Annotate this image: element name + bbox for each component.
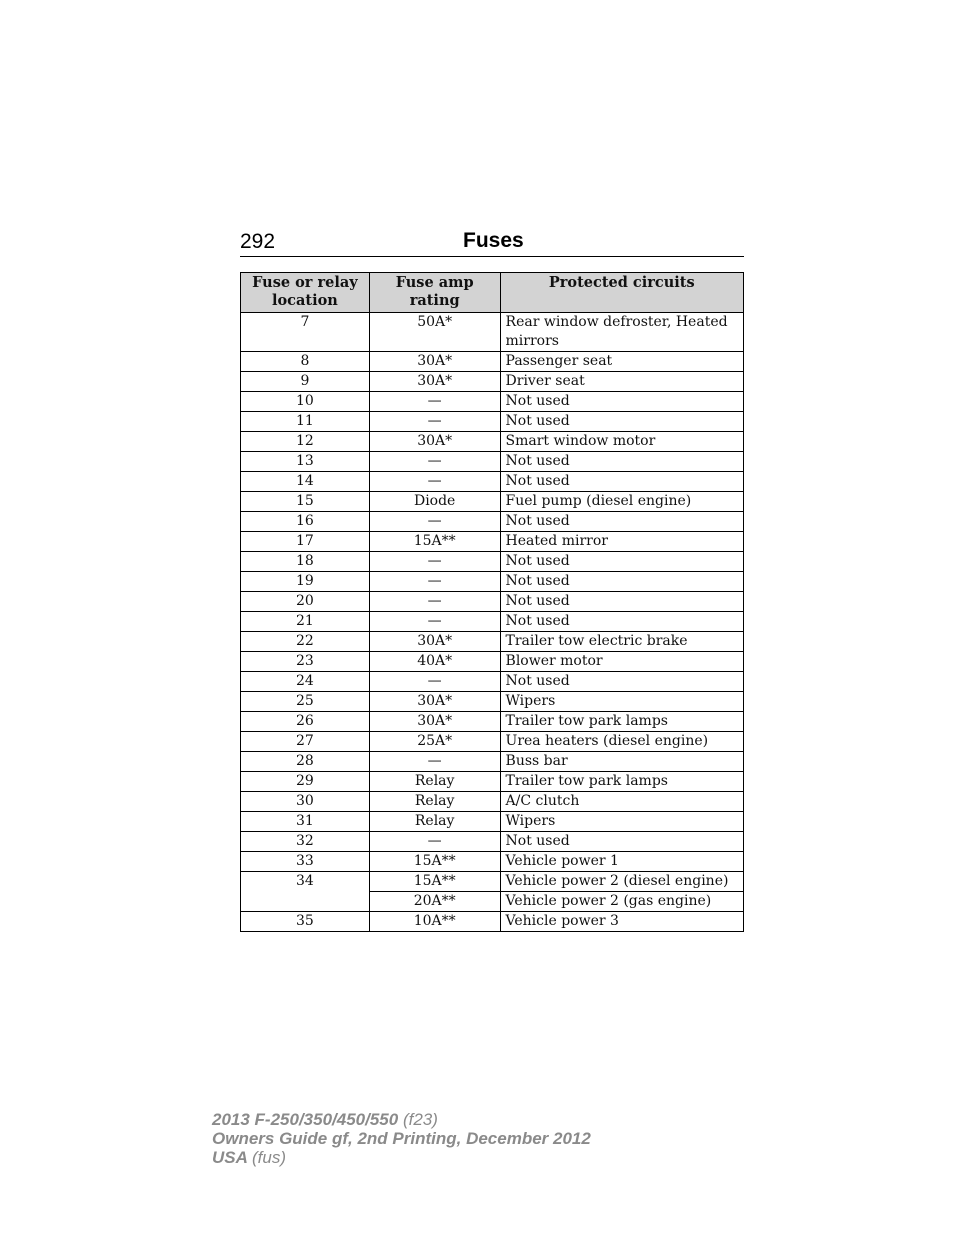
table-row xyxy=(241,492,744,512)
circuit-cell: Passenger seat xyxy=(500,352,743,372)
location-cell: 34 xyxy=(241,872,370,912)
rating-cell: — xyxy=(369,752,500,772)
table-row xyxy=(241,572,744,592)
circuit-cell: Not used xyxy=(500,392,743,412)
footer-model: 2013 F-250/350/450/550 xyxy=(212,1110,399,1129)
circuit-cell: Trailer tow park lamps xyxy=(500,772,743,792)
table-row xyxy=(241,432,744,452)
circuit-cell: Not used xyxy=(500,612,743,632)
rating-cell: — xyxy=(369,572,500,592)
table-row xyxy=(241,732,744,752)
location-cell: 8 xyxy=(241,352,370,372)
rating-cell: Diode xyxy=(369,492,500,512)
table-row xyxy=(241,632,744,652)
table-row xyxy=(241,872,744,892)
circuit-cell: Fuel pump (diesel engine) xyxy=(500,492,743,512)
location-cell: 30 xyxy=(241,792,370,812)
circuit-cell: Not used xyxy=(500,472,743,492)
rating-cell: — xyxy=(369,472,500,492)
location-cell: 21 xyxy=(241,612,370,632)
table-row xyxy=(241,792,744,812)
circuit-cell: Trailer tow park lamps xyxy=(500,712,743,732)
circuit-cell: Driver seat xyxy=(500,372,743,392)
table-row xyxy=(241,412,744,432)
page-footer xyxy=(212,1110,591,1167)
rating-cell: 25A* xyxy=(369,732,500,752)
rating-cell: 40A* xyxy=(369,652,500,672)
location-cell: 25 xyxy=(241,692,370,712)
location-cell: 26 xyxy=(241,712,370,732)
location-cell: 16 xyxy=(241,512,370,532)
table-row xyxy=(241,512,744,532)
column-header-circuits: Protected circuits xyxy=(500,273,743,313)
rating-cell: 30A* xyxy=(369,632,500,652)
footer-region-code: (fus) xyxy=(252,1148,286,1167)
column-header-rating: Fuse amp rating xyxy=(369,273,500,313)
footer-line-2: Owners Guide gf, 2nd Printing, December 2012 xyxy=(212,1129,591,1148)
rating-cell: 50A* xyxy=(369,313,500,352)
location-cell: 23 xyxy=(241,652,370,672)
table-row xyxy=(241,532,744,552)
circuit-cell: Rear window defroster, Heated mirrors xyxy=(500,313,743,352)
footer-line-3 xyxy=(212,1148,591,1167)
table-row xyxy=(241,612,744,632)
location-cell: 22 xyxy=(241,632,370,652)
rating-cell: 15A** xyxy=(369,852,500,872)
table-row xyxy=(241,652,744,672)
location-cell: 35 xyxy=(241,912,370,932)
rating-cell: — xyxy=(369,832,500,852)
rating-cell: — xyxy=(369,552,500,572)
table-row xyxy=(241,852,744,872)
location-cell: 12 xyxy=(241,432,370,452)
footer-model-code: (f23) xyxy=(402,1110,438,1129)
rating-cell: 15A** xyxy=(369,532,500,552)
rating-cell: — xyxy=(369,592,500,612)
table-row xyxy=(241,372,744,392)
location-cell: 20 xyxy=(241,592,370,612)
table-row xyxy=(241,552,744,572)
rating-cell: Relay xyxy=(369,772,500,792)
rating-cell: 30A* xyxy=(369,712,500,732)
circuit-cell: Not used xyxy=(500,412,743,432)
location-cell: 10 xyxy=(241,392,370,412)
table-row xyxy=(241,912,744,932)
circuit-cell: Not used xyxy=(500,572,743,592)
page-title: Fuses xyxy=(463,229,524,252)
location-cell: 32 xyxy=(241,832,370,852)
table-row xyxy=(241,472,744,492)
circuit-cell: A/C clutch xyxy=(500,792,743,812)
page-header xyxy=(240,226,744,257)
location-cell: 7 xyxy=(241,313,370,352)
rating-cell: — xyxy=(369,512,500,532)
circuit-cell: Not used xyxy=(500,452,743,472)
location-cell: 33 xyxy=(241,852,370,872)
location-cell: 13 xyxy=(241,452,370,472)
table-row xyxy=(241,313,744,352)
circuit-cell: Vehicle power 2 (diesel engine) xyxy=(500,872,743,892)
location-cell: 18 xyxy=(241,552,370,572)
circuit-cell: Not used xyxy=(500,552,743,572)
column-header-location: Fuse or relay location xyxy=(241,273,370,313)
circuit-cell: Wipers xyxy=(500,812,743,832)
rating-cell: 30A* xyxy=(369,372,500,392)
circuit-cell: Not used xyxy=(500,832,743,852)
rating-cell: — xyxy=(369,412,500,432)
table-row xyxy=(241,672,744,692)
location-cell: 29 xyxy=(241,772,370,792)
footer-line-1 xyxy=(212,1110,591,1129)
rating-cell: 10A** xyxy=(369,912,500,932)
circuit-cell: Not used xyxy=(500,672,743,692)
circuit-cell: Not used xyxy=(500,512,743,532)
table-row xyxy=(241,592,744,612)
circuit-cell: Not used xyxy=(500,592,743,612)
rating-cell: Relay xyxy=(369,812,500,832)
table-row xyxy=(241,772,744,792)
circuit-cell: Smart window motor xyxy=(500,432,743,452)
rating-cell: — xyxy=(369,612,500,632)
rating-cell: 20A** xyxy=(369,892,500,912)
rating-cell: 30A* xyxy=(369,352,500,372)
circuit-cell: Trailer tow electric brake xyxy=(500,632,743,652)
table-row xyxy=(241,692,744,712)
location-cell: 9 xyxy=(241,372,370,392)
rating-cell: 15A** xyxy=(369,872,500,892)
rating-cell: Relay xyxy=(369,792,500,812)
location-cell: 14 xyxy=(241,472,370,492)
location-cell: 27 xyxy=(241,732,370,752)
location-cell: 15 xyxy=(241,492,370,512)
location-cell: 28 xyxy=(241,752,370,772)
location-cell: 11 xyxy=(241,412,370,432)
table-row xyxy=(241,352,744,372)
table-row xyxy=(241,392,744,412)
rating-cell: 30A* xyxy=(369,432,500,452)
table-row xyxy=(241,752,744,772)
table-row xyxy=(241,712,744,732)
rating-cell: — xyxy=(369,392,500,412)
location-cell: 19 xyxy=(241,572,370,592)
rating-cell: — xyxy=(369,452,500,472)
table-header-row xyxy=(241,273,744,313)
circuit-cell: Wipers xyxy=(500,692,743,712)
page-number: 292 xyxy=(240,230,276,253)
location-cell: 17 xyxy=(241,532,370,552)
circuit-cell: Vehicle power 2 (gas engine) xyxy=(500,892,743,912)
circuit-cell: Buss bar xyxy=(500,752,743,772)
table-row xyxy=(241,812,744,832)
circuit-cell: Vehicle power 3 xyxy=(500,912,743,932)
circuit-cell: Vehicle power 1 xyxy=(500,852,743,872)
footer-region: USA xyxy=(212,1148,248,1167)
fuse-table xyxy=(240,272,744,932)
circuit-cell: Blower motor xyxy=(500,652,743,672)
rating-cell: 30A* xyxy=(369,692,500,712)
table-row xyxy=(241,452,744,472)
table-row xyxy=(241,832,744,852)
location-cell: 24 xyxy=(241,672,370,692)
circuit-cell: Heated mirror xyxy=(500,532,743,552)
rating-cell: — xyxy=(369,672,500,692)
location-cell: 31 xyxy=(241,812,370,832)
circuit-cell: Urea heaters (diesel engine) xyxy=(500,732,743,752)
